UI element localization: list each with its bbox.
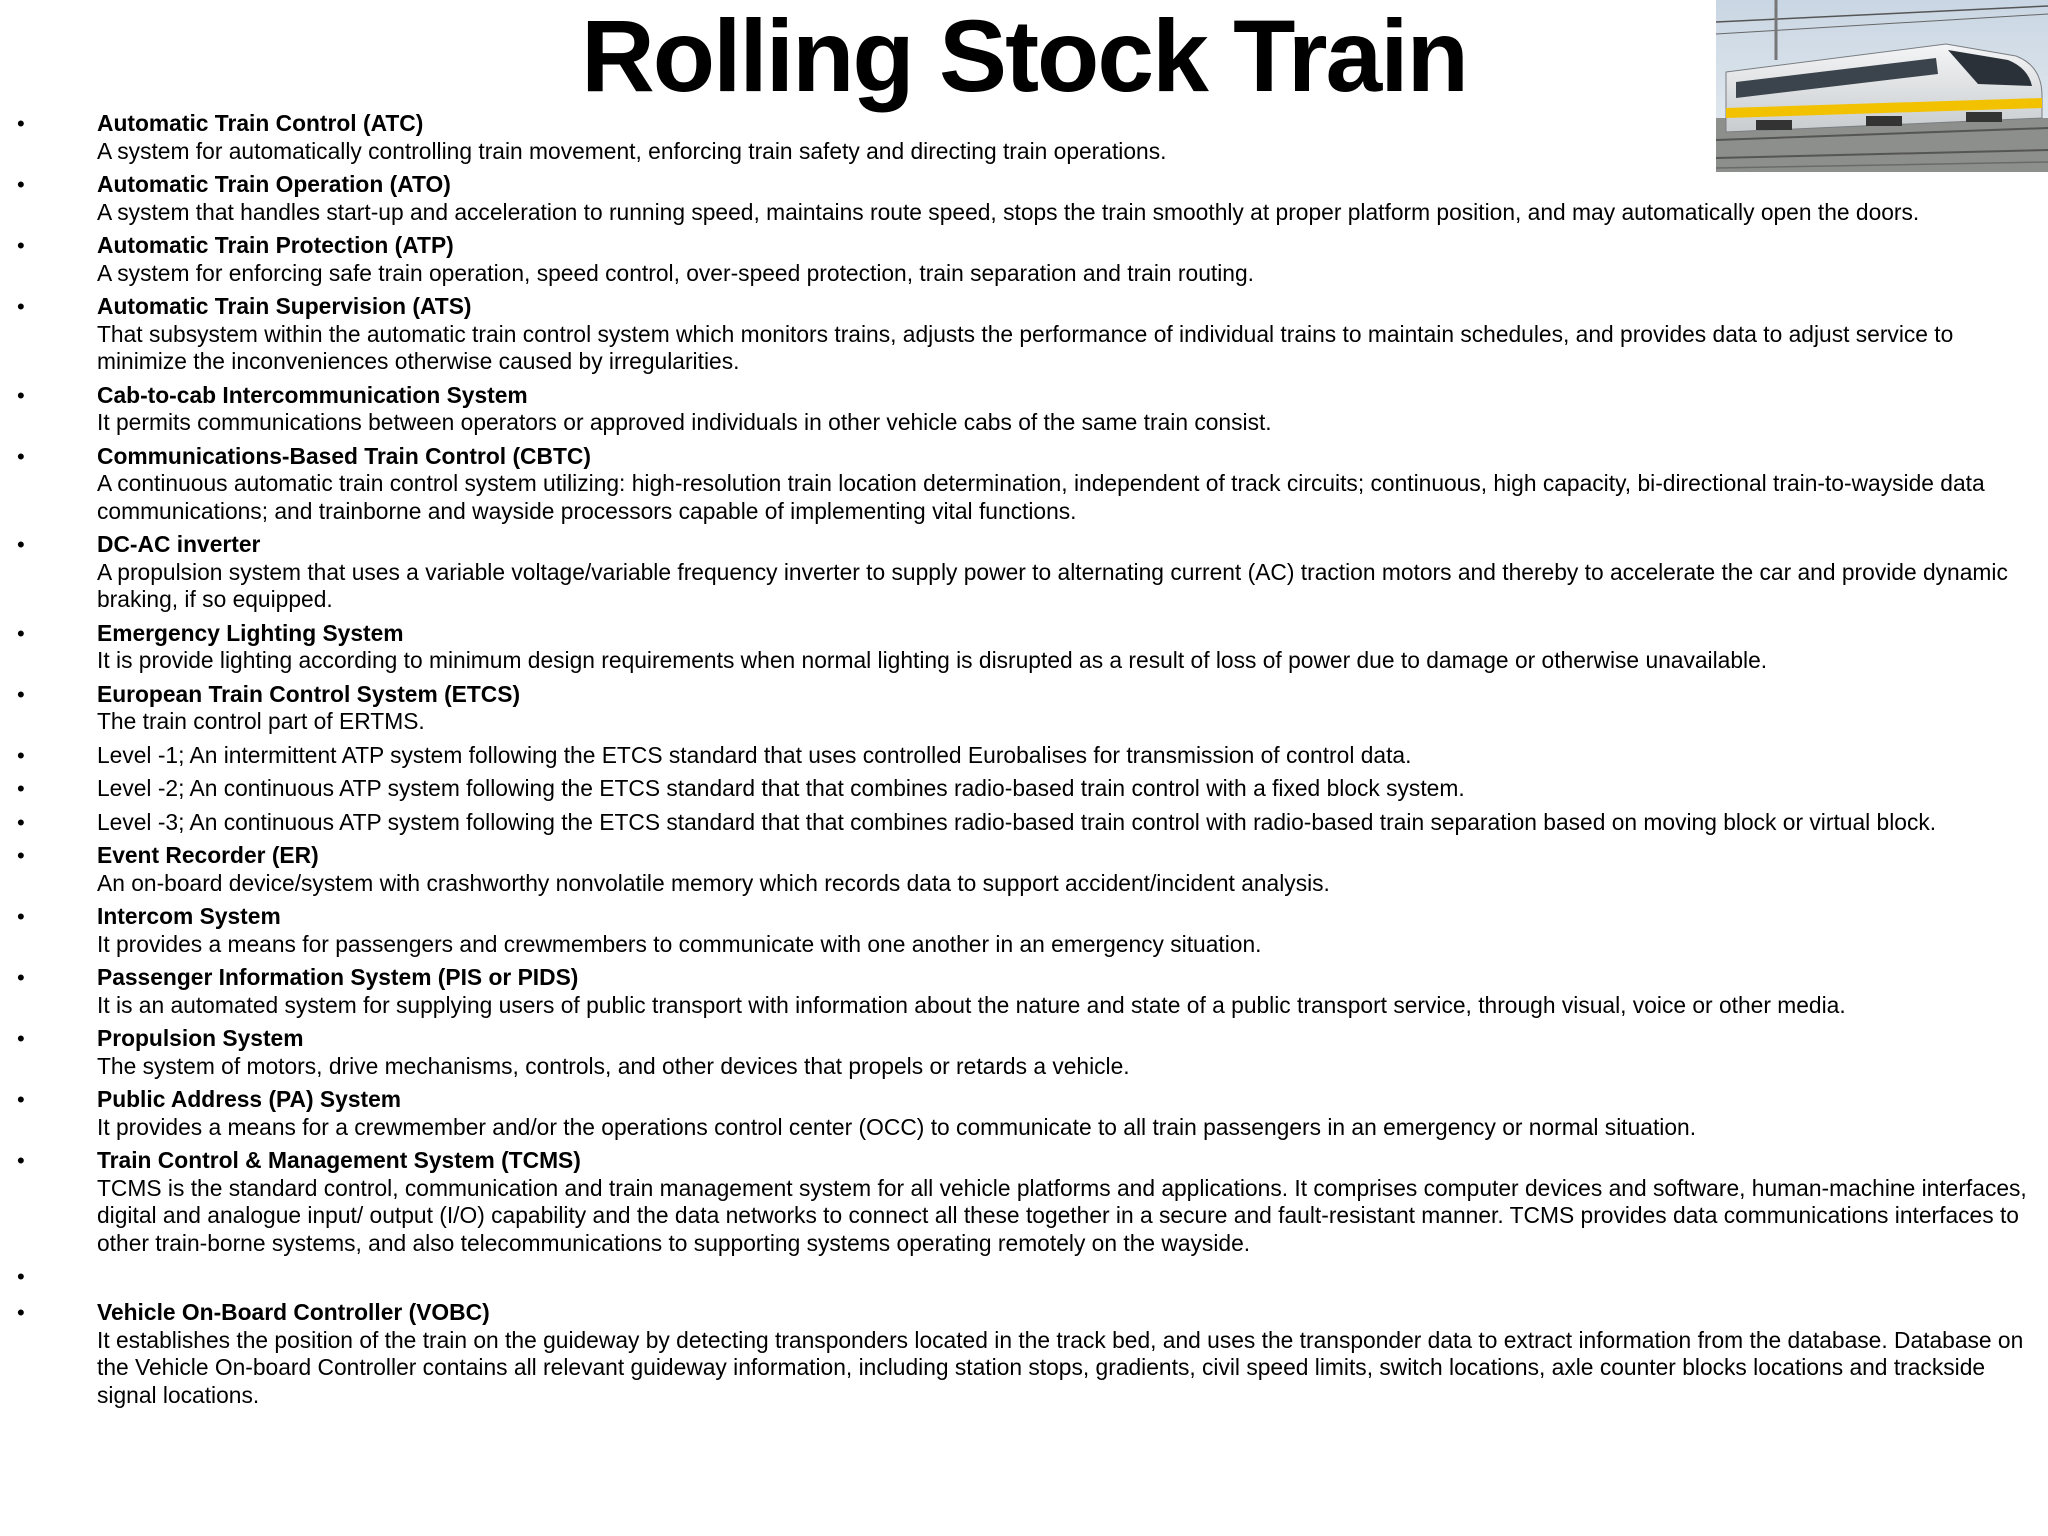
list-item bbox=[0, 775, 2048, 803]
entry-description: An on-board device/system with crashworthy nonvolatile memory which records data to support accident/incident analysis. bbox=[97, 869, 1330, 896]
entry-term: Train Control & Management System (TCMS) bbox=[97, 1147, 581, 1173]
entry-term: Automatic Train Protection (ATP) bbox=[97, 232, 454, 258]
entry-term: European Train Control System (ETCS) bbox=[97, 680, 521, 707]
entry-term: Propulsion System bbox=[97, 1025, 304, 1051]
list-item-empty bbox=[0, 1263, 2048, 1293]
bullet-icon: • bbox=[17, 776, 25, 801]
bullet-icon: • bbox=[17, 532, 25, 557]
entry-description: Level -2; An continuous ATP system following the ETCS standard that that combines radio-based train control with a fixed block system. bbox=[97, 775, 1465, 801]
bullet-icon: • bbox=[17, 233, 25, 258]
entry-description: It provides a means for a crewmember and/or the operations control center (OCC) to communicate to all train passengers in an emergency or normal situation. bbox=[97, 1113, 1697, 1140]
list-item bbox=[0, 1299, 2048, 1409]
entry-description: Level -1; An intermittent ATP system following the ETCS standard that uses controlled Eurobalises for transmission of control data. bbox=[97, 741, 1412, 768]
entry-term: Automatic Train Supervision (ATS) bbox=[97, 293, 472, 319]
entry-term: Event Recorder (ER) bbox=[97, 842, 319, 868]
entry-term: Public Address (PA) System bbox=[97, 1086, 402, 1112]
bullet-icon: • bbox=[17, 1026, 25, 1051]
entry-description: It permits communications between operators or approved individuals in other vehicle cabs of the same train consist. bbox=[97, 409, 1272, 435]
bullet-icon: • bbox=[17, 443, 25, 469]
entry-term: Passenger Information System (PIS or PIDS) bbox=[97, 964, 579, 990]
entry-description: It is an automated system for supplying users of public transport with information about the nature and state of a public transport service, through visual, voice or other media. bbox=[97, 991, 1846, 1018]
entry-description: A system for enforcing safe train operation, speed control, over-speed protection, train separation and train routing. bbox=[97, 259, 1254, 286]
list-item bbox=[0, 809, 2048, 837]
glossary-list bbox=[0, 110, 2048, 1415]
list-item bbox=[0, 681, 2048, 736]
bullet-icon: • bbox=[17, 1300, 25, 1325]
entry-description: The train control part of ERTMS. bbox=[97, 708, 425, 734]
list-item bbox=[0, 1025, 2048, 1080]
entry-description: It establishes the position of the train on the guideway by detecting transponders located in the track bed, and uses the transponder data to extract information from the database. Database on the Vehicle On-board Controller contains all relevant guideway information, including station stops, gradients, civil speed limits, switch locations, axle counter blocks locations and trackside signal locations. bbox=[97, 1326, 2024, 1408]
slide-title: Rolling Stock Train bbox=[581, 0, 1467, 113]
list-item bbox=[0, 382, 2048, 437]
bullet-icon: • bbox=[17, 1148, 25, 1173]
bullet-icon: • bbox=[17, 382, 25, 408]
list-item bbox=[0, 742, 2048, 770]
list-item bbox=[0, 110, 2048, 165]
list-item bbox=[0, 1147, 2048, 1257]
list-item bbox=[0, 842, 2048, 897]
bullet-icon: • bbox=[17, 294, 25, 319]
entry-description: A system that handles start-up and acceleration to running speed, maintains route speed, stops the train smoothly at proper platform position, and may automatically open the doors. bbox=[97, 198, 1920, 225]
entry-description: A propulsion system that uses a variable voltage/variable frequency inverter to supply power to alternating current (AC) traction motors and thereby to accelerate the car and provide dynamic braking, if so equipped. bbox=[97, 558, 2008, 612]
entry-description: That subsystem within the automatic train control system which monitors trains, adjusts the performance of individual trains to maintain schedules, and provides data to adjust service to minimize the inconveniences otherwise caused by irregularities. bbox=[97, 320, 1954, 374]
list-item bbox=[0, 620, 2048, 675]
entry-description: A continuous automatic train control system utilizing: high-resolution train location determination, independent of track circuits; continuous, high capacity, bi-directional train-to-wayside data communications; and trainborne and wayside processors capable of implementing vital functions. bbox=[97, 470, 1985, 524]
list-item bbox=[0, 232, 2048, 287]
list-item bbox=[0, 171, 2048, 226]
entry-description: TCMS is the standard control, communication and train management system for all vehicle platforms and applications. It comprises computer devices and software, human-machine interfaces, digital and analogue input/ output (I/O) capability and the data networks to connect all these together in a secure and fault-resistant manner. TCMS provides data communications interfaces to other train-borne systems, and also telecommunications to supporting systems operating remotely on the wayside. bbox=[97, 1174, 2027, 1256]
entry-term: Emergency Lighting System bbox=[97, 619, 404, 646]
list-item bbox=[0, 443, 2048, 526]
entry-term: Vehicle On-Board Controller (VOBC) bbox=[97, 1299, 490, 1325]
bullet-icon: • bbox=[17, 172, 25, 197]
bullet-icon: • bbox=[17, 620, 25, 646]
bullet-icon: • bbox=[17, 742, 25, 768]
bullet-icon: • bbox=[17, 1264, 25, 1289]
bullet-icon: • bbox=[17, 809, 25, 835]
entry-term: Intercom System bbox=[97, 903, 281, 929]
entry-description: The system of motors, drive mechanisms, controls, and other devices that propels or retards a vehicle. bbox=[97, 1052, 1130, 1079]
entry-description: A system for automatically controlling train movement, enforcing train safety and directing train operations. bbox=[97, 137, 1167, 164]
bullet-icon: • bbox=[17, 111, 25, 136]
entry-term: DC-AC inverter bbox=[97, 531, 261, 557]
bullet-icon: • bbox=[17, 843, 25, 868]
entry-term: Automatic Train Control (ATC) bbox=[97, 110, 424, 136]
entry-description: Level -3; An continuous ATP system following the ETCS standard that that combines radio-based train control with radio-based train separation based on moving block or virtual block. bbox=[97, 808, 1937, 835]
bullet-icon: • bbox=[17, 1087, 25, 1112]
list-item bbox=[0, 1086, 2048, 1141]
list-item bbox=[0, 531, 2048, 614]
bullet-icon: • bbox=[17, 904, 25, 929]
entry-term: Automatic Train Operation (ATO) bbox=[97, 171, 451, 197]
list-item bbox=[0, 903, 2048, 958]
list-item bbox=[0, 964, 2048, 1019]
bullet-icon: • bbox=[17, 965, 25, 990]
entry-term: Communications-Based Train Control (CBTC) bbox=[97, 442, 591, 469]
entry-term: Cab-to-cab Intercommunication System bbox=[97, 381, 528, 408]
bullet-icon: • bbox=[17, 681, 25, 707]
entry-description: It provides a means for passengers and crewmembers to communicate with one another in an emergency situation. bbox=[97, 930, 1262, 957]
entry-description: It is provide lighting according to minimum design requirements when normal lighting is disrupted as a result of loss of power due to damage or otherwise unavailable. bbox=[97, 647, 1768, 673]
list-item bbox=[0, 293, 2048, 376]
